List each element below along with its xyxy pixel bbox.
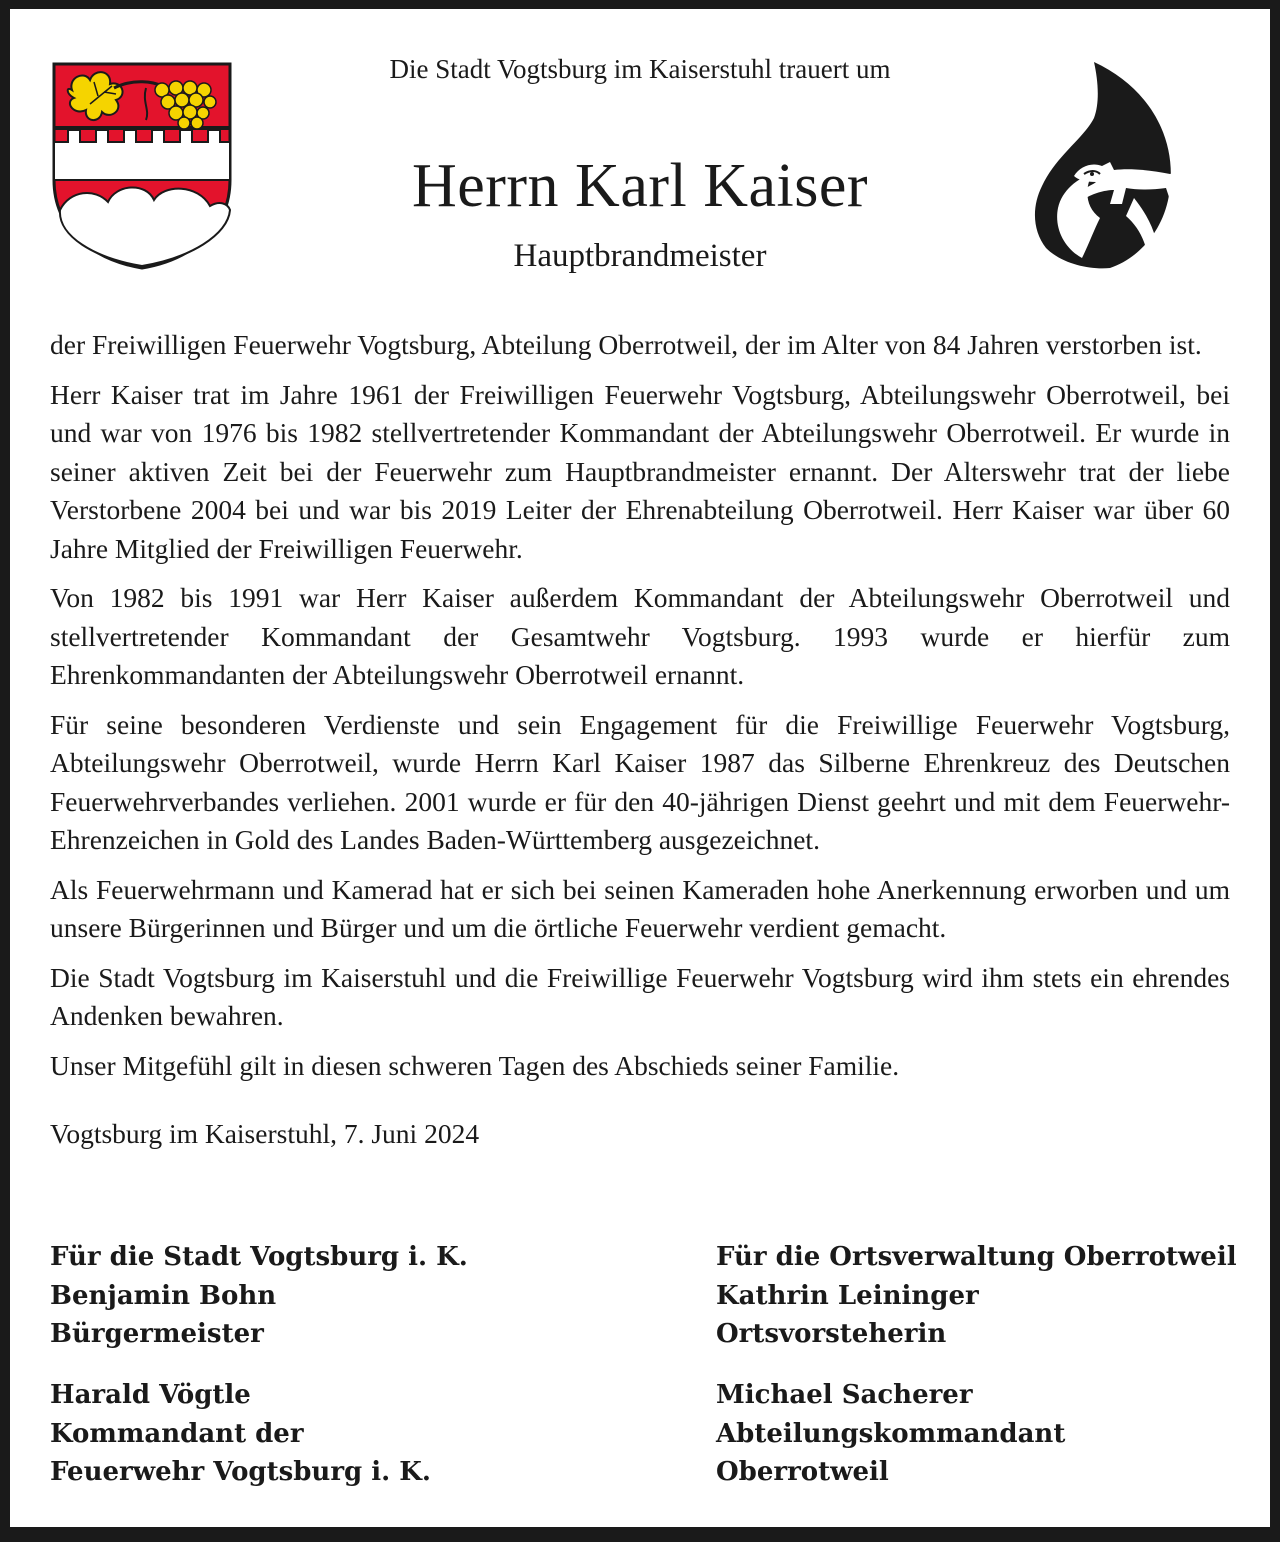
paragraph: Unser Mitgefühl gilt in diesen schweren Tagen des Abschieds seiner Familie.: [50, 1049, 900, 1081]
signature-title: Feuerwehr Vogtsburg i. K.: [50, 1457, 431, 1487]
signature-name: Michael Sacherer: [716, 1380, 973, 1410]
intro-line: Die Stadt Vogtsburg im Kaiserstuhl trauert um: [389, 54, 891, 84]
signature-title: Oberrotweil: [716, 1457, 889, 1487]
signature-title: Abteilungskommandant: [716, 1418, 1066, 1449]
signature-name: Harald Vögtle: [50, 1380, 251, 1410]
deceased-rank: Hauptbrandmeister: [513, 238, 767, 274]
signature-block-city: [50, 1238, 468, 1354]
signature-line: Für die Stadt Vogtsburg i. K.: [50, 1242, 468, 1272]
signature-name: Kathrin Leininger: [716, 1280, 979, 1311]
signature-line: Für die Ortsverwaltung Oberrotweil: [716, 1242, 1237, 1272]
signature-title: Kommandant der: [50, 1418, 304, 1449]
paragraph: Die Stadt Vogtsburg im Kaiserstuhl und die Freiwillige Feuerwehr Vogtsburg wird ihm stets ein ehrendes Andenken bewahren.: [50, 961, 1230, 1031]
signature-block-fire-commander: [50, 1376, 431, 1492]
signature-title: Ortsvorsteherin: [716, 1319, 947, 1349]
paragraph: Als Feuerwehrmann und Kamerad hat er sich bei seinen Kameraden hohe Anerkennung erworben und um unsere Bürgerinnen und Bürger und um die örtliche Feuerwehr verdient gemacht.: [50, 873, 1230, 943]
paragraph: Von 1982 bis 1991 war Herr Kaiser außerdem Kommandant der Abteilungswehr Oberrotweil und stellvertretender Kommandant der Gesamtwehr Vogtsburg. 1993 wurde er hierfür zum Ehrenkommandanten der Abteilungswehr Oberrotweil ernannt.: [50, 582, 1230, 690]
paragraph: der Freiwilligen Feuerwehr Vogtsburg, Abteilung Oberrotweil, der im Alter von 84 Jahren verstorben ist.: [50, 329, 1202, 360]
coat-of-arms-icon: [50, 60, 234, 272]
notice-body: [50, 326, 1230, 1165]
place-date: Vogtsburg im Kaiserstuhl, 7. Juni 2024: [50, 1118, 480, 1149]
paragraph: Für seine besonderen Verdienste und sein Engagement für die Freiwillige Feuerwehr Vogtsburg, Abteilungswehr Oberrotweil, wurde Herrn Karl Kaiser 1987 das Silberne Ehrenkreuz des Deutschen Feuerwehrverbandes verliehen. 2001 wurde er für den 40-jährigen Dienst geehrt und mit dem Feuerwehr-Ehrenzeichen in Gold des Landes Baden-Württemberg ausgezeichnet.: [50, 708, 1230, 855]
signature-block-local-admin: [716, 1238, 1237, 1354]
deceased-name: Herrn Karl Kaiser: [411, 152, 869, 220]
signature-name: Benjamin Bohn: [50, 1280, 277, 1311]
signature-title: Bürgermeister: [50, 1319, 264, 1349]
signature-block-section-commander: [716, 1376, 1065, 1492]
fire-brigade-flame-lion-icon: [1030, 58, 1210, 270]
paragraph: Herr Kaiser trat im Jahre 1961 der Freiwilligen Feuerwehr Vogtsburg, Abteilungswehr Oberrotweil, bei und war von 1976 bis 1982 stellvertretender Kommandant der Abteilungswehr Oberrotweil. Er wurde in seiner aktiven Zeit bei der Feuerwehr zum Hauptbrandmeister ernannt. Der Alterswehr trat der liebe Verstorbene 2004 bei und war bis 2019 Leiter der Ehrenabteilung Oberrotweil. Herr Kaiser war über 60 Jahre Mitglied der Freiwilligen Feuerwehr.: [50, 378, 1230, 564]
